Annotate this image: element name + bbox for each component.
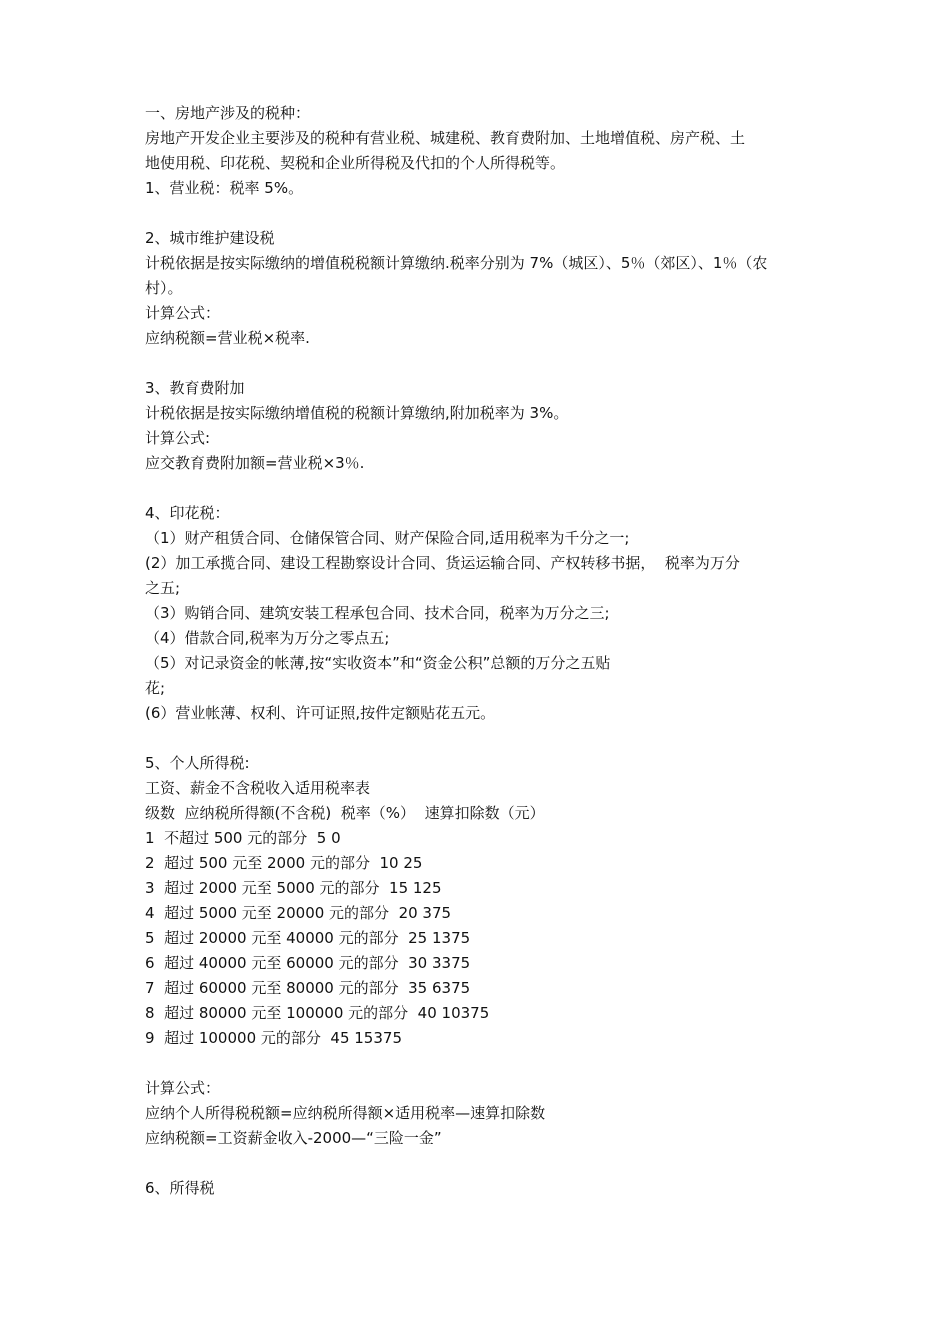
table-row: 1 不超过 500 元的部分 5 0	[145, 829, 341, 847]
table-header-row: 级数 应纳税所得额(不含税) 税率（%） 速算扣除数（元）	[145, 804, 545, 822]
list-item: （4）借款合同,税率为万分之零点五;	[145, 629, 390, 647]
formula-text: 应交教育费附加额=营业税×3％.	[145, 454, 365, 472]
paragraph-line: 计税依据是按实际缴纳的增值税税额计算缴纳.税率分别为 7%（城区）、5％（郊区）、1％（农	[145, 254, 768, 272]
table-row: 7 超过 60000 元至 80000 元的部分 35 6375	[145, 979, 471, 997]
paragraph-line: 计税依据是按实际缴纳增值税的税额计算缴纳,附加税率为 3%。	[145, 404, 569, 422]
formula-label: 计算公式：	[145, 304, 221, 322]
paragraph-line: 村）。	[145, 279, 183, 297]
formula-text: 应纳税额=营业税×税率.	[145, 329, 310, 347]
document-body	[145, 101, 825, 1201]
blank-line	[145, 476, 825, 501]
table-row: 9 超过 100000 元的部分 45 15375	[145, 1029, 402, 1047]
blank-line	[145, 351, 825, 376]
paragraph-line: 房地产开发企业主要涉及的税种有营业税、城建税、教育费附加、土地增值税、房产税、土	[145, 129, 746, 147]
section-heading-education-surcharge: 3、教育费附加	[145, 379, 245, 397]
list-item: （5）对记录资金的帐薄,按“实收资本”和“资金公积”总额的万分之五贴	[145, 654, 611, 672]
blank-line	[145, 726, 825, 751]
item-business-tax: 1、营业税：税率 5%。	[145, 179, 304, 197]
formula-label: 计算公式：	[145, 1079, 221, 1097]
blank-line	[145, 1151, 825, 1176]
table-row: 4 超过 5000 元至 20000 元的部分 20 375	[145, 904, 452, 922]
paragraph-line: 地使用税、印花税、契税和企业所得税及代扣的个人所得税等。	[145, 154, 566, 172]
section-heading-income-tax: 6、所得税	[145, 1179, 215, 1197]
list-item: (2）加工承揽合同、建设工程勘察设计合同、货运运输合同、产权转移书据， 税率为万分	[145, 554, 740, 572]
list-item-continued: 之五;	[145, 579, 181, 597]
section-heading-city-tax: 2、城市维护建设税	[145, 229, 275, 247]
section-heading-tax-types: 一、房地产涉及的税种：	[145, 104, 311, 122]
table-row: 6 超过 40000 元至 60000 元的部分 30 3375	[145, 954, 471, 972]
table-title: 工资、薪金不含税收入适用税率表	[145, 779, 371, 797]
list-item: (6）营业帐薄、权利、许可证照,按件定额贴花五元。	[145, 704, 496, 722]
formula-text: 应纳税额=工资薪金收入-2000—“三险一金”	[145, 1129, 442, 1147]
formula-label: 计算公式:	[145, 429, 211, 447]
formula-text: 应纳个人所得税税额=应纳税所得额×适用税率—速算扣除数	[145, 1104, 546, 1122]
section-heading-personal-income-tax: 5、个人所得税:	[145, 754, 250, 772]
list-item: （1）财产租赁合同、仓储保管合同、财产保险合同,适用税率为千分之一;	[145, 529, 630, 547]
table-row: 3 超过 2000 元至 5000 元的部分 15 125	[145, 879, 442, 897]
section-heading-stamp-tax: 4、印花税：	[145, 504, 230, 522]
blank-line	[145, 201, 825, 226]
blank-line	[145, 1051, 825, 1076]
table-row: 5 超过 20000 元至 40000 元的部分 25 1375	[145, 929, 471, 947]
list-item: （3）购销合同、建筑安装工程承包合同、技术合同，税率为万分之三;	[145, 604, 610, 622]
list-item-continued: 花;	[145, 679, 166, 697]
table-row: 2 超过 500 元至 2000 元的部分 10 25	[145, 854, 423, 872]
table-row: 8 超过 80000 元至 100000 元的部分 40 10375	[145, 1004, 490, 1022]
